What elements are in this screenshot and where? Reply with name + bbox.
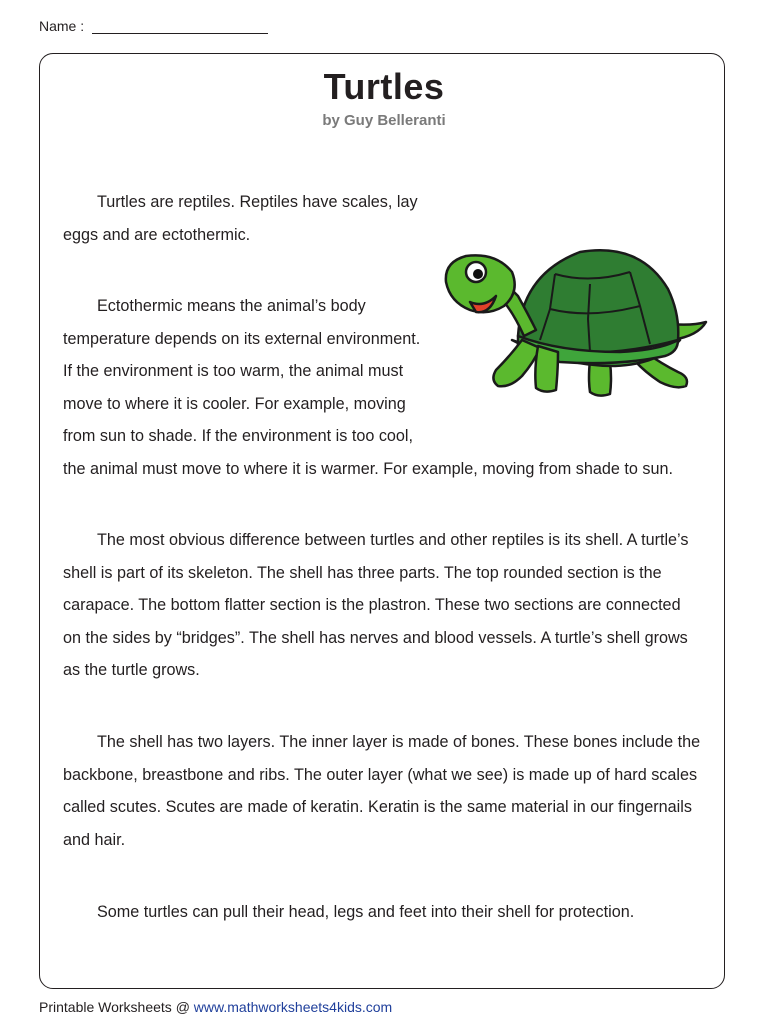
paragraph-line: eggs and are ectothermic. [63, 225, 251, 244]
footer [39, 999, 392, 1015]
footer-prefix: Printable Worksheets @ [39, 999, 194, 1015]
paragraph-line: The most obvious difference between turtles and other reptiles is its shell. A turtle’s [97, 531, 689, 549]
name-label: Name : [39, 18, 85, 34]
paragraph-3 [63, 524, 688, 687]
name-row [39, 17, 268, 34]
paragraph-4 [63, 726, 700, 856]
paragraph-line: Ectothermic means the animal’s body [97, 297, 366, 315]
footer-link[interactable]: www.mathworksheets4kids.com [193, 999, 393, 1015]
turtle-illustration [440, 244, 710, 404]
paragraph-line: If the environment is too warm, the animal must [63, 362, 404, 381]
paragraph-line: backbone, breastbone and ribs. The outer layer (what we see) is made up of hard scales [63, 765, 698, 784]
paragraph-line: shell is part of its skeleton. The shell has three parts. The top rounded section is the [63, 563, 662, 582]
paragraph-line: Some turtles can pull their head, legs and feet into their shell for protection. [97, 903, 635, 921]
paragraph-1 [63, 186, 418, 251]
paragraph-line: called scutes. Scutes are made of keratin. Keratin is the same material in our fingernails [63, 798, 692, 817]
paragraph-line: from sun to shade. If the environment is too cool, [63, 427, 414, 446]
paragraph-line: carapace. The bottom flatter section is the plastron. These two sections are connected [63, 596, 681, 615]
paragraph-line: The shell has two layers. The inner layer is made of bones. These bones include the [97, 733, 701, 751]
paragraph-line: Turtles are reptiles. Reptiles have scales, lay [97, 193, 418, 211]
paragraph-line: move to where it is cooler. For example, moving [63, 394, 406, 413]
paragraph-line: and hair. [63, 830, 126, 849]
worksheet-title: Turtles [323, 66, 445, 107]
name-line[interactable] [92, 17, 268, 34]
paragraph-line: on the sides by “bridges”. The shell has nerves and blood vessels. A turtle’s shell grows [63, 628, 688, 647]
paragraph-line: temperature depends on its external environment. [63, 329, 421, 348]
worksheet-byline: by Guy Belleranti [322, 112, 446, 129]
paragraph-line: as the turtle grows. [63, 661, 200, 680]
paragraph-line: the animal must move to where it is warmer. For example, moving from shade to sun. [63, 459, 673, 478]
paragraph-5 [63, 896, 634, 929]
